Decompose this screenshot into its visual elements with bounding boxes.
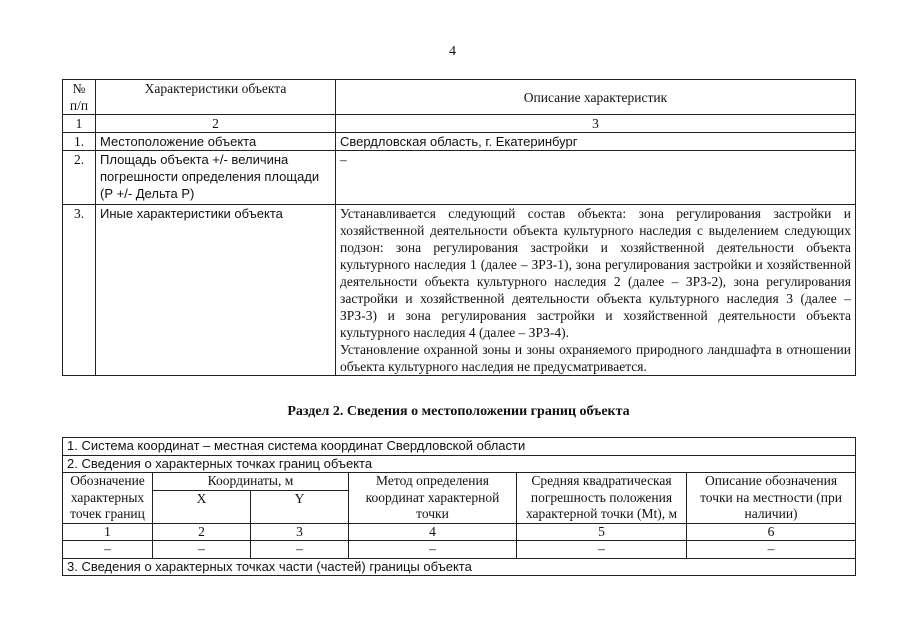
col-number: 6 xyxy=(687,523,856,541)
column-number-row xyxy=(63,115,856,133)
row-description: Свердловская область, г. Екатеринбург xyxy=(336,133,856,151)
header-x: X xyxy=(153,490,251,523)
row-number: 2. xyxy=(63,151,96,205)
header-number: № п/п xyxy=(63,80,96,115)
row-number: 1. xyxy=(63,133,96,151)
data-cell: – xyxy=(251,541,349,559)
col-number: 1 xyxy=(63,115,96,133)
table-row xyxy=(63,455,856,473)
description-paragraph: Устанавливается следующий состав объекта: зона регулирования застройки и хозяйственной деятельности объекта культурного наследия с выделением следующих подзон: зона регулирования застройки и хозяйственной деятельности объекта культурного наследия 1 (далее – ЗРЗ-1), зона регулирования застройки и хозяйственной деятельности объекта культурного наследия 2 (далее – ЗРЗ-2), зона регулирования застройки и хозяйственной деятельности объекта культурного наследия 3 (далее – ЗРЗ-3) и зона регулирования застройки и хозяйственной деятельности объекта культурного наследия 4 (далее – ЗРЗ-4). xyxy=(340,206,851,340)
table-row xyxy=(63,541,856,559)
boundary-points-table xyxy=(62,437,856,576)
boundary-part-points-row: 3. Сведения о характерных точках части (частей) границы объекта xyxy=(63,558,856,576)
header-error: Средняя квадратическая погрешность положения характерной точки (Mt), м xyxy=(517,473,687,524)
data-cell: – xyxy=(687,541,856,559)
data-cell: – xyxy=(153,541,251,559)
col-number: 4 xyxy=(349,523,517,541)
row-name: Местоположение объекта xyxy=(96,133,336,151)
data-cell: – xyxy=(63,541,153,559)
data-cell: – xyxy=(517,541,687,559)
table-row xyxy=(63,151,856,205)
page-number: 4 xyxy=(449,44,456,59)
table-header-row xyxy=(63,80,856,115)
col-number: 2 xyxy=(96,115,336,133)
col-number: 3 xyxy=(336,115,856,133)
header-point-description: Описание обозначения точки на местности (при наличии) xyxy=(687,473,856,524)
table-row xyxy=(63,133,856,151)
row-description: – xyxy=(336,151,856,205)
col-number: 5 xyxy=(517,523,687,541)
header-y: Y xyxy=(251,490,349,523)
data-cell: – xyxy=(349,541,517,559)
description-paragraph: Установление охранной зоны и зоны охраняемого природного ландшафта в отношении объекта культурного наследия не предусматривается. xyxy=(340,342,851,374)
row-name: Площадь объекта +/- величина погрешности определения площади (Р +/- Дельта Р) xyxy=(96,151,336,205)
section-title: Раздел 2. Сведения о местоположении границ объекта xyxy=(287,404,630,419)
col-number: 2 xyxy=(153,523,251,541)
coordinate-system-row: 1. Система координат – местная система координат Свердловской области xyxy=(63,438,856,456)
header-designation: Обозначение характерных точек границ xyxy=(63,473,153,524)
row-description xyxy=(336,205,856,376)
header-description: Описание характеристик xyxy=(336,80,856,115)
object-characteristics-table xyxy=(62,79,856,376)
col-number: 1 xyxy=(63,523,153,541)
column-number-row xyxy=(63,523,856,541)
col-number: 3 xyxy=(251,523,349,541)
table-row xyxy=(63,438,856,456)
table-header-row xyxy=(63,473,856,491)
header-method: Метод определения координат характерной точки xyxy=(349,473,517,524)
table-row xyxy=(63,205,856,376)
table-row xyxy=(63,558,856,576)
boundary-points-title-row: 2. Сведения о характерных точках границ объекта xyxy=(63,455,856,473)
header-characteristics: Характеристики объекта xyxy=(96,80,336,115)
header-coordinates: Координаты, м xyxy=(153,473,349,491)
row-number: 3. xyxy=(63,205,96,376)
row-name: Иные характеристики объекта xyxy=(96,205,336,376)
